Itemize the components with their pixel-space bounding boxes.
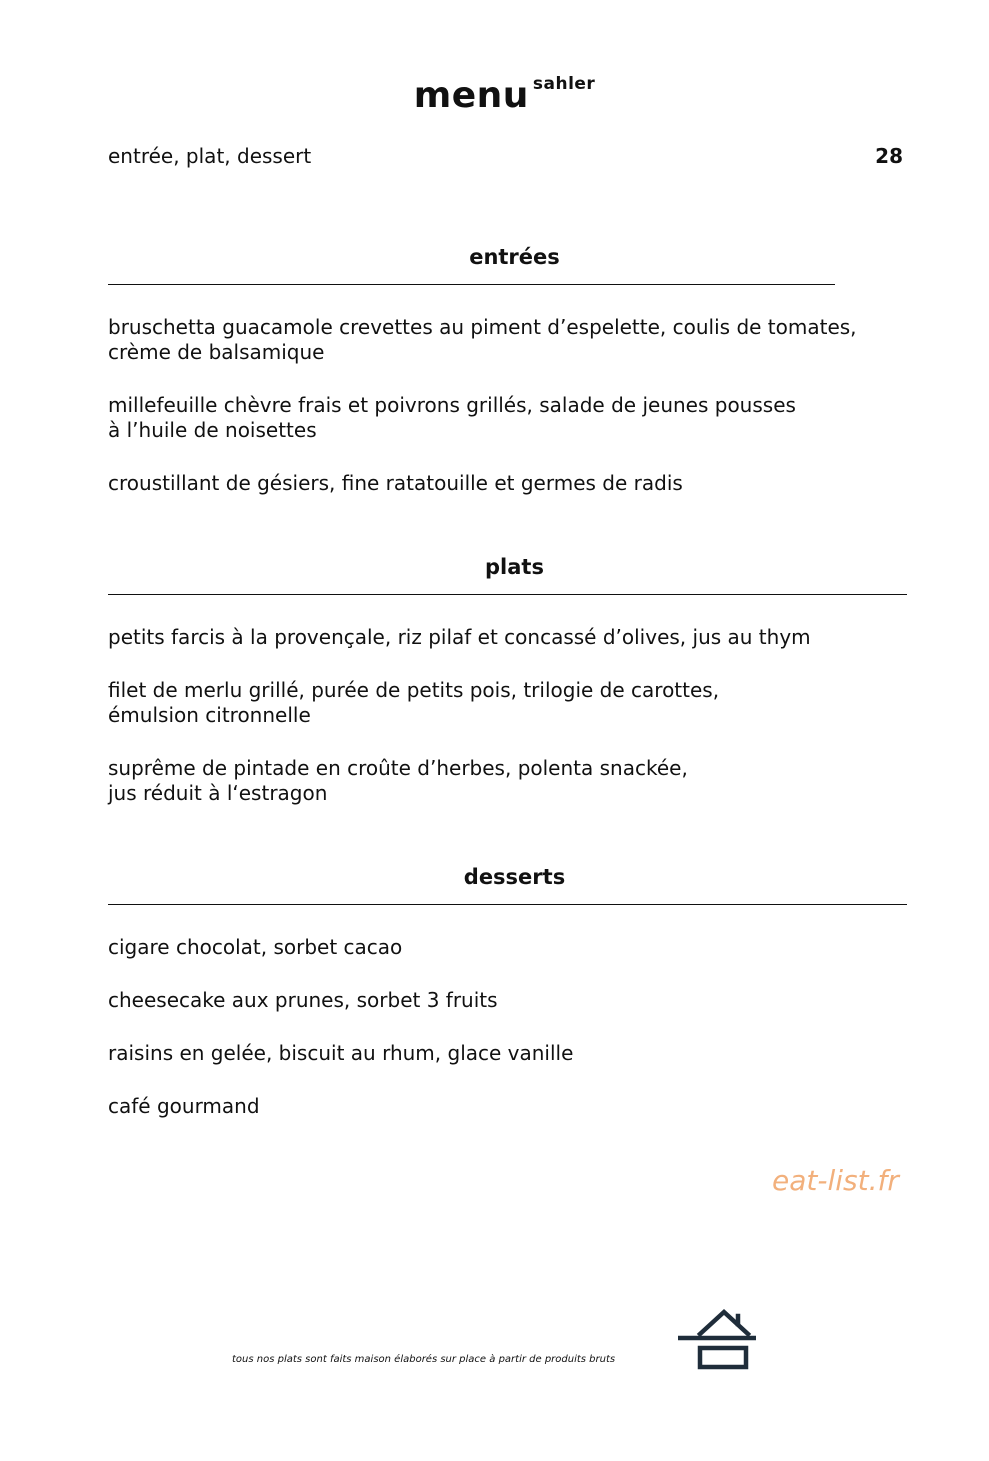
title-text: menu <box>413 75 529 116</box>
menu-item: raisins en gelée, biscuit au rhum, glace vanille <box>108 1041 574 1065</box>
menu-item: suprême de pintade en croûte d’herbes, polenta snackée, jus réduit à l‘estragon <box>108 756 688 805</box>
menu-item: millefeuille chèvre frais et poivrons grillés, salade de jeunes pousses à l’huile de noisettes <box>108 393 796 442</box>
section-title-plats: plats <box>485 555 544 579</box>
footer-note: tous nos plats sont faits maison élaborés sur place à partir de produits bruts <box>232 1354 616 1365</box>
section-divider <box>108 594 907 595</box>
menu-item: bruschetta guacamole crevettes au piment d’espelette, coulis de tomates, crème de balsamique <box>108 315 857 364</box>
title-suffix: sahler <box>532 74 596 94</box>
fait-maison-icon <box>678 1306 756 1370</box>
section-divider <box>108 904 907 905</box>
menu-item: café gourmand <box>108 1094 260 1118</box>
section-title-desserts: desserts <box>463 865 566 889</box>
formula-label: entrée, plat, dessert <box>108 144 312 168</box>
menu-item: cheesecake aux prunes, sorbet 3 fruits <box>108 988 498 1012</box>
menu-item: cigare chocolat, sorbet cacao <box>108 935 403 959</box>
page-title <box>10 74 989 116</box>
formula-row <box>108 144 903 168</box>
menu-item: filet de merlu grillé, purée de petits pois, trilogie de carottes, émulsion citronnelle <box>108 678 720 727</box>
watermark: eat-list.fr <box>772 1164 899 1197</box>
menu-item: croustillant de gésiers, fine ratatouille et germes de radis <box>108 471 683 495</box>
menu-item: petits farcis à la provençale, riz pilaf et concassé d’olives, jus au thym <box>108 625 811 649</box>
section-divider <box>108 284 835 285</box>
section-title-entrees: entrées <box>469 245 560 269</box>
formula-price: 28 <box>875 144 903 168</box>
